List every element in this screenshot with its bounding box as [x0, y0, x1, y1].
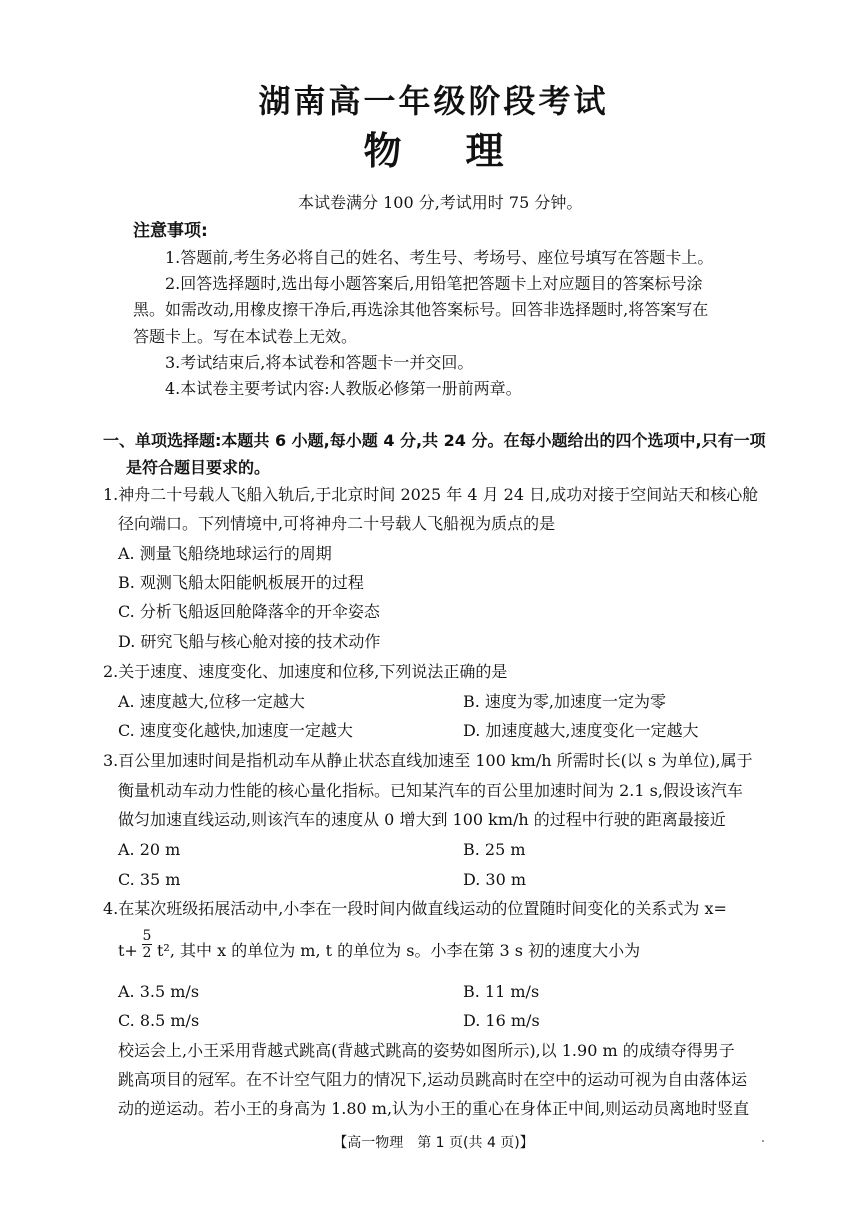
q3-option-b: B. 25 m	[463, 840, 526, 859]
q4-option-b: B. 11 m/s	[463, 982, 540, 1001]
exam-title: 湖南高一年级阶段考试	[258, 82, 609, 120]
q2-option-c: C. 速度变化越快,加速度一定越大	[118, 721, 353, 740]
subject-title: 物理	[363, 129, 568, 173]
section1-heading-cont: 是符合题目要求的。	[126, 458, 271, 477]
q3-option-d: D. 30 m	[463, 870, 527, 889]
q2-option-d: D. 加速度越大,速度变化一定越大	[463, 721, 699, 740]
q4-stem-post: t², 其中 x 的单位为 m, t 的单位为 s。小李在第 3 s 初的速度大小为	[157, 941, 641, 960]
q4-option-d: D. 16 m/s	[463, 1011, 540, 1030]
section1-heading: 一、单项选择题:本题共 6 小题,每小题 4 分,共 24 分。在每小题给出的四个选项中,只有一项	[103, 431, 766, 450]
notice-line-6: 4.本试卷主要考试内容:人教版必修第一册前两章。	[165, 379, 522, 398]
q1-stem-line-2: 径向端口。下列情境中,可将神舟二十号载人飞船视为质点的是	[118, 514, 556, 533]
q4-stem-pre: t+	[118, 941, 138, 960]
q4-fraction-denominator: 2	[142, 945, 152, 961]
q3-option-c: C. 35 m	[118, 870, 181, 889]
q3-stem-line-1: 3.百公里加速时间是指机动车从静止状态直线加速至 100 km/h 所需时长(以 s 为单位),属于	[103, 751, 753, 770]
q1-option-a: A. 测量飞船绕地球运行的周期	[118, 544, 332, 563]
notice-heading: 注意事项:	[133, 221, 208, 241]
q2-option-a: A. 速度越大,位移一定越大	[118, 692, 305, 711]
notice-line-5: 3.考试结束后,将本试卷和答题卡一并交回。	[165, 353, 474, 372]
notice-line-1: 1.答题前,考生务必将自己的姓名、考生号、考场号、座位号填写在答题卡上。	[165, 248, 714, 267]
exam-info: 本试卷满分 100 分,考试用时 75 分钟。	[298, 193, 583, 212]
q3-stem-line-3: 做匀加速直线运动,则该汽车的速度从 0 增大到 100 km/h 的过程中行驶的距离最接近	[118, 810, 726, 829]
q4-fraction	[142, 928, 152, 961]
q1-option-b: B. 观测飞船太阳能帆板展开的过程	[118, 573, 364, 592]
q2-stem: 2.关于速度、速度变化、加速度和位移,下列说法正确的是	[103, 662, 508, 681]
q1-option-c: C. 分析飞船返回舱降落伞的开伞姿态	[118, 602, 380, 621]
q4-option-a: A. 3.5 m/s	[118, 982, 200, 1001]
notice-line-4: 答题卡上。写在本试卷上无效。	[133, 327, 358, 346]
page-footer: 【高一物理 第 1 页(共 4 页)】	[333, 1135, 534, 1151]
q2-option-b: B. 速度为零,加速度一定为零	[463, 692, 667, 711]
q5-line-3: 动的逆运动。若小王的身高为 1.80 m,认为小王的重心在身体正中间,则运动员离地时竖直	[118, 1099, 750, 1118]
q5-line-2: 跳高项目的冠军。在不计空气阻力的情况下,运动员跳高时在空中的运动可视为自由落体运	[118, 1070, 748, 1089]
q1-stem-line-1: 1.神舟二十号载人飞船入轨后,于北京时间 2025 年 4 月 24 日,成功对接于空间站天和核心舱	[103, 485, 759, 504]
q1-option-d: D. 研究飞船与核心舱对接的技术动作	[118, 632, 381, 651]
q3-option-a: A. 20 m	[118, 840, 181, 859]
q3-stem-line-2: 衡量机动车动力性能的核心量化指标。已知某汽车的百公里加速时间为 2.1 s,假设该汽车	[118, 781, 743, 800]
notice-line-2: 2.回答选择题时,选出每小题答案后,用铅笔把答题卡上对应题目的答案标号涂	[165, 274, 703, 293]
q4-option-c: C. 8.5 m/s	[118, 1011, 200, 1030]
scan-speck	[762, 1140, 764, 1142]
q4-stem-line-1: 4.在某次班级拓展活动中,小李在一段时间内做直线运动的位置随时间变化的关系式为 x=	[103, 899, 727, 918]
notice-line-3: 黑。如需改动,用橡皮擦干净后,再选涂其他答案标号。回答非选择题时,将答案写在	[133, 300, 709, 319]
q5-line-1: 校运会上,小王采用背越式跳高(背越式跳高的姿势如图所示),以 1.90 m 的成绩夺得男子	[118, 1041, 735, 1060]
q4-fraction-numerator: 5	[142, 928, 152, 944]
